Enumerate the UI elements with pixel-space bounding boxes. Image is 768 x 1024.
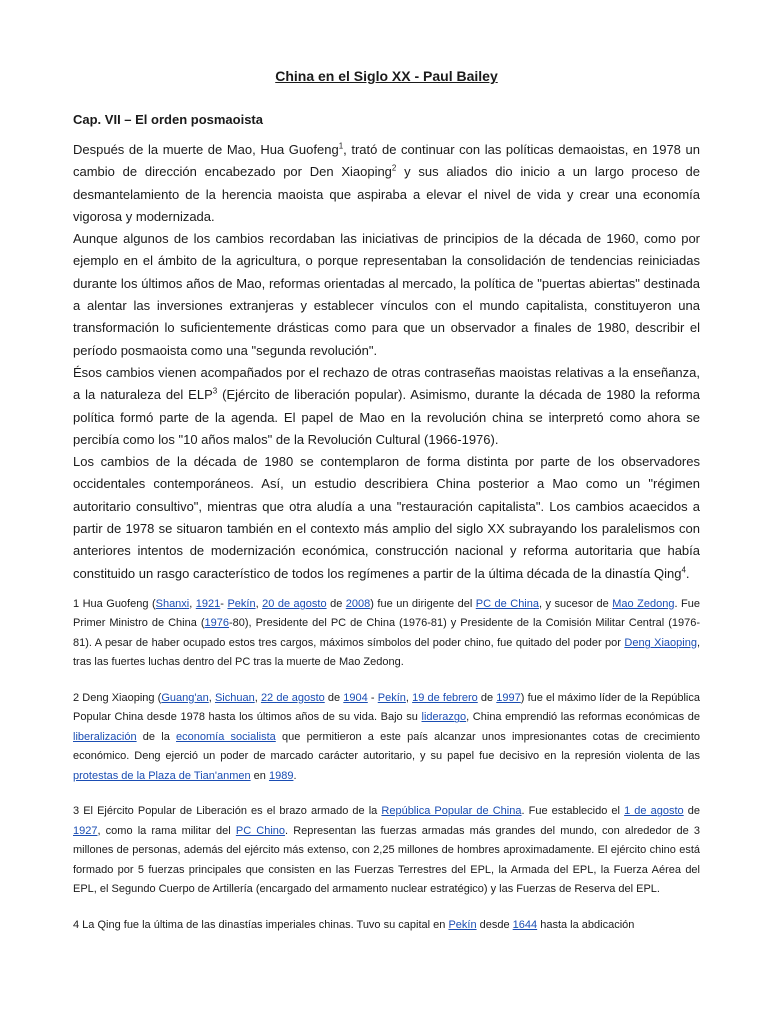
footnote-link[interactable]: 1 de agosto (624, 805, 684, 818)
footnotes (73, 595, 700, 936)
footnote-link[interactable]: PC Chino (235, 824, 286, 837)
footnote-link[interactable]: liberalización (73, 730, 137, 743)
footnote-1: 1 Hua Guofeng (Shanxi, 1921- Pekín, 20 de agosto de 2008) fue un dirigente del PC de China, y sucesor de Mao Zedong. Fue Primer Ministro de China (1976-80), Presidente del PC de China (1976-81) y Presidente de la Comisión Militar Central (1976-81). A pesar de haber ocupado estos tres cargos, máximos símbolos del poder chino, fue quitado del poder por Deng Xiaoping, tras las fuertes luchas dentro del PC tras la muerte de Mao Zedong. (73, 597, 700, 669)
footnote-link[interactable]: Shanxi (155, 597, 190, 610)
body-paragraph: Los cambios de la década de 1980 se contemplaron de forma distinta por parte de los observadores occidentales contemporáneos. Así, un estudio describiera China posterior a Mao como un "régimen autoritario consultivo", mientras que otra aludía a una "restauración capitalista". Los cambios acaecidos a partir de 1978 se situaron también en el contexto más amplio del siglo XX subrayando los paralelismos con anteriores intentos de modernización económica, construcción nacional y reforma autoritaria que había constituido un rasgo característico de todos los regímenes a partir de la última década de la dinastía Qing$^4$. (73, 454, 700, 581)
footnote-ref: 2 (391, 163, 397, 173)
footnote-link[interactable]: Mao Zedong (612, 597, 675, 610)
body-paragraph: Ésos cambios vienen acompañados por el rechazo de otras contraseñas maoistas relativas a la enseñanza, a la naturaleza del ELP$^3$ (Ejército de liberación popular). Asimismo, durante la década de 1980 la reforma política formó parte de la agenda. El papel de Mao en la revolución china se interpretó como ahora se percibía como los "10 años malos" de la Revolución Cultural (1966-1976). (73, 364, 700, 447)
footnote-ref: 4 (681, 565, 686, 575)
footnote-4: 4 La Qing fue la última de las dinastías imperiales chinas. Tuvo su capital en Pekín desde 1644 hasta la abdicación (73, 918, 635, 931)
chapter-heading: Cap. VII – El orden posmaoista (73, 112, 263, 127)
footnote-link[interactable]: Pekín (448, 918, 477, 931)
footnote-link[interactable]: 22 de agosto (260, 691, 325, 704)
footnote-link[interactable]: 1976 (204, 617, 229, 630)
footnote-link[interactable]: Deng Xiaoping (624, 636, 697, 649)
footnote-ref: 3 (212, 386, 218, 396)
footnote-link[interactable]: República Popular de China (381, 805, 522, 818)
footnote-link[interactable]: 1997 (496, 691, 521, 704)
body-paragraph: Aunque algunos de los cambios recordaban las iniciativas de principios de la década de 1960, como por ejemplo en el ámbito de la agricultura, o porque representaban la consolidación de tendencias reiniciadas durante los últimos años de Mao, reformas orientadas al mercado, la política de "puertas abiertas" destinada a alentar las inversiones extranjeras y establecer vínculos con el mundo capitalista, constituyeron una transformación lo suficientemente drásticas como para que un observador a finales de 1980, describir el período posmaoista como una "segunda revolución". (73, 231, 700, 358)
footnote-link[interactable]: 1904 (343, 691, 368, 704)
footnote-3: 3 El Ejército Popular de Liberación es el brazo armado de la República Popular de China. Fue establecido el 1 de agosto de 1927, como la rama militar del PC Chino. Representan las fuerzas armadas más grandes del mundo, con alrededor de 3 millones de personas, además del ejército más extenso, con 2,25 millones de hombres aproximadamente. El ejército chino está formado por 5 fuerzas principales que consisten en las Fuerzas Terrestres del EPL, la Armada del EPL, la Fuerza Aérea del EPL, el Segundo Cuerpo de Artillería (encargado del armamento nuclear estratégico) y las Fuerzas de Reserva del EPL. (73, 805, 701, 896)
footnote-link[interactable]: 1989 (268, 769, 294, 782)
footnote-link[interactable]: economía socialista (176, 730, 276, 743)
document-title: China en el Siglo XX - Paul Bailey (275, 68, 498, 84)
footnote-link[interactable]: 19 de febrero (412, 691, 478, 704)
footnote-link[interactable]: Pekín (377, 691, 406, 704)
footnote-link[interactable]: 20 de agosto (262, 597, 327, 610)
footnote-2: 2 Deng Xiaoping (Guang'an, Sichuan, 22 de agosto de 1904 - Pekín, 19 de febrero de 1997) fue el máximo líder de la República Popular China desde 1978 hasta los últimos años de su vida. Bajo su liderazgo, China emprendió las reformas económicas de liberalización de la economía socialista que permitieron a este país alcanzar unos impresionantes cotas de crecimiento económico. Deng ejerció un poder de marcado carácter autoritario, y su papel fue decisivo en la represión violenta de las protestas de la Plaza de Tian'anmen en 1989. (73, 691, 700, 782)
footnote-link[interactable]: 1921 (195, 597, 221, 610)
footnote-link[interactable]: PC de China (475, 597, 539, 610)
footnote-link[interactable]: 2008 (345, 597, 371, 610)
footnote-link[interactable]: protestas de la Plaza de Tian'anmen (73, 769, 251, 782)
body-paragraph: Después de la muerte de Mao, Hua Guofeng$^1$, trató de continuar con las políticas demaoistas, en 1978 un cambio de dirección encabezado por Den Xiaoping$^2$ y sus aliados dio inicio a un largo proceso de desmantelamiento de la herencia maoista que aspiraba a elevar el nivel de vida y crear una economía vigorosa y modernizada. (73, 141, 700, 224)
footnote-link[interactable]: Pekín (227, 597, 256, 610)
footnote-ref: 1 (338, 141, 344, 151)
footnote-link[interactable]: Sichuan (214, 691, 255, 704)
footnote-link[interactable]: 1644 (512, 918, 538, 931)
body-text (73, 139, 700, 585)
footnote-link[interactable]: Guang'an (161, 691, 209, 704)
footnote-link[interactable]: liderazgo (421, 711, 467, 724)
footnote-link[interactable]: 1927 (73, 824, 98, 837)
